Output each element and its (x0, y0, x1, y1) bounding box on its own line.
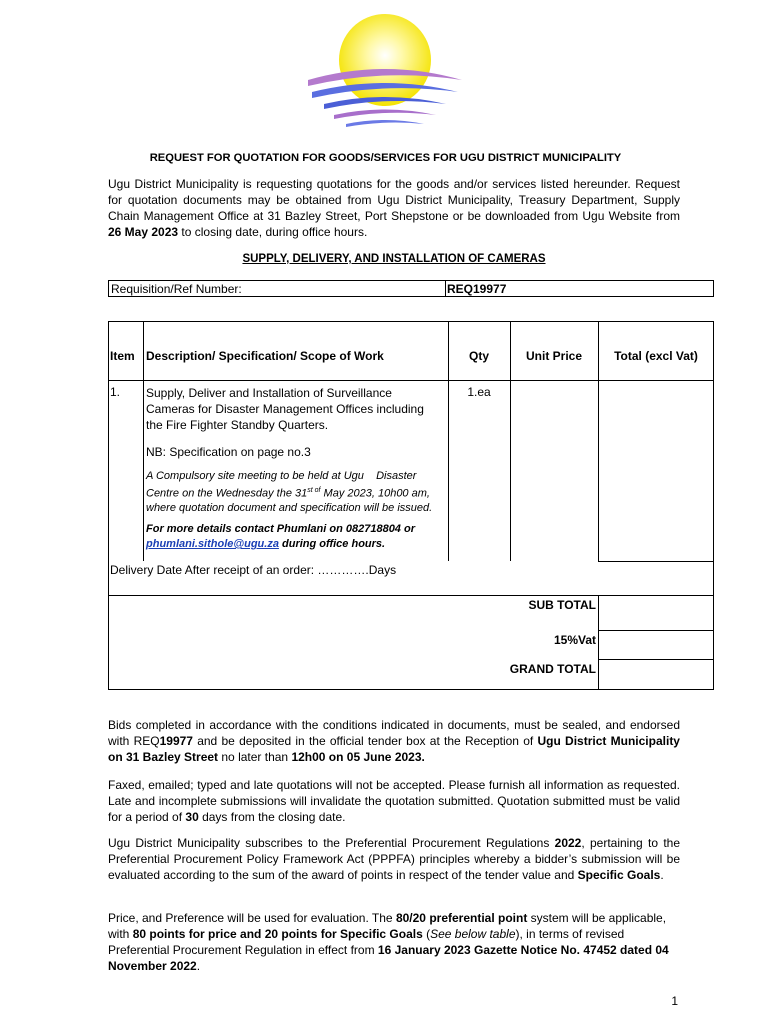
delivery-row-bottom (108, 595, 714, 596)
p4-b: 80/20 preferential point (395, 911, 528, 925)
sub-total-label: SUB TOTAL (528, 598, 596, 612)
intro-date: 26 May 2023 (108, 225, 179, 239)
p1-d: Ugu District Municipality on 31 Bazley Street (108, 734, 680, 764)
p2-b: 30 (185, 810, 199, 824)
p4-i: . (196, 959, 201, 973)
contact-tail: during office hours. (278, 538, 386, 550)
intro-text: Ugu District Municipality is requesting quotations for the goods and/or services listed hereunder. Request for quotation documents may be obtained from Ugu District Municipality, Treasury Department, Supply Chain Management Office at 31 Bazley Street, Port Shepstone or be downloaded from Ugu Website from (108, 177, 680, 223)
meeting-text-b: Centre on the Wednesday the 31 (146, 487, 308, 500)
p1-b: 19977 (159, 734, 193, 748)
row-description: Supply, Deliver and Installation of Surveillance Cameras for Disaster Management Offices including the Fire Fighter Standby Quarters. (146, 386, 424, 432)
p3-a: Ugu District Municipality subscribes to the Preferential Procurement Regulations (108, 836, 555, 850)
table-border-top (108, 321, 714, 322)
meeting-line-d: where quotation document and specification will be issued. (146, 501, 433, 514)
header-total: Total (excl Vat) (614, 349, 698, 363)
paragraph-regulations (108, 835, 680, 883)
subheading: SUPPLY, DELIVERY, AND INSTALLATION OF CAMERAS (242, 253, 546, 265)
vat-row-bottom (598, 659, 714, 660)
row-site-meeting (146, 469, 450, 515)
p4-e: ( (422, 927, 431, 941)
sun-shape (339, 14, 431, 106)
p2-c: days from the closing date. (198, 810, 346, 824)
wave-purple-2 (334, 110, 436, 120)
page-number: 1 (671, 994, 678, 1008)
p1-e: no later than (218, 750, 292, 764)
p4-d: 80 points for price and 20 points for Specific Goals (132, 927, 423, 941)
row-item-number: 1. (110, 385, 121, 399)
col-divider-1 (143, 321, 144, 561)
row-qty: 1.ea (467, 385, 491, 399)
totals-divider (598, 595, 599, 690)
p1-c: and be deposited in the official tender box at the Reception of (192, 734, 538, 748)
p4-a: Price, and Preference will be used for evaluation. The (108, 911, 396, 925)
table-border-bottom (108, 689, 714, 690)
table-border-right (713, 321, 714, 690)
subtotal-row-bottom (598, 630, 714, 631)
p3-e: . (660, 868, 664, 882)
meeting-line-b (146, 484, 450, 501)
paragraph-evaluation (108, 910, 680, 974)
header-qty: Qty (468, 349, 489, 363)
contact-line-b (146, 537, 450, 552)
header-item: Item (110, 349, 135, 363)
p4-f: See below table (430, 927, 516, 941)
p4-g: ), in terms of revised Preferential Procurement Regulation in effect from (108, 927, 625, 957)
p3-c: , pertaining to the Preferential Procurement Policy Framework Act (PPPFA) principles whereby a bidder’s submission will be evaluated according to the sum of the award of points in respect of the tender value and (108, 836, 681, 882)
meeting-superscript: st of (307, 486, 321, 494)
requisition-label: Requisition/Ref Number: (111, 282, 242, 296)
table-border-left (108, 321, 109, 690)
meeting-text-c: May 2023, 10h00 am, (320, 487, 430, 500)
p3-b: 2022 (554, 836, 582, 850)
intro-tail: to closing date, during office hours. (178, 225, 368, 239)
intro-paragraph (108, 176, 680, 240)
p2-a: Faxed, emailed; typed and late quotations will not be accepted. Please furnish all information as requested. Late and incomplete submissions will invalidate the quotation submitted. Quotation submitted must be valid for a period of (108, 778, 680, 824)
delivery-date: Delivery Date After receipt of an order: ………….Days (110, 563, 397, 577)
p4-h: 16 January 2023 Gazette Notice No. 47452 dated 04 November 2022 (108, 943, 669, 973)
vat-label: 15%Vat (553, 633, 596, 647)
contact-line-a: For more details contact Phumlani on 082718804 or (146, 523, 415, 535)
row-nb: NB: Specification on page no.3 (146, 445, 311, 459)
p3-d: Specific Goals (577, 868, 661, 882)
contact-email-link[interactable]: phumlani.sithole@ugu.za (146, 538, 279, 550)
requisition-value: REQ19977 (447, 282, 507, 296)
p4-c: system will be applicable, with (108, 911, 667, 941)
table-header-bottom (108, 380, 714, 381)
requisition-divider (445, 281, 446, 296)
row-contact (146, 522, 450, 552)
p1-f: 12h00 on 05 June 2023. (291, 750, 425, 764)
quotation-table (108, 321, 714, 690)
header-unit-price: Unit Price (525, 349, 582, 363)
meeting-line-a: A Compulsory site meeting to be held at Ugu Disaster (146, 470, 417, 482)
grand-total-label: GRAND TOTAL (509, 662, 596, 676)
document-title: REQUEST FOR QUOTATION FOR GOODS/SERVICES FOR UGU DISTRICT MUNICIPALITY (149, 152, 622, 164)
p1-a: Bids completed in accordance with the conditions indicated in documents, must be sealed, and endorsed with REQ (108, 718, 680, 748)
requisition-box (108, 280, 714, 297)
wave-blue-3 (346, 120, 424, 127)
paragraph-submission (108, 717, 680, 765)
ugu-logo (290, 8, 480, 140)
paragraph-validity (108, 777, 680, 825)
table-row-bottom (598, 561, 714, 562)
header-description: Description/ Specification/ Scope of Work (146, 349, 384, 363)
